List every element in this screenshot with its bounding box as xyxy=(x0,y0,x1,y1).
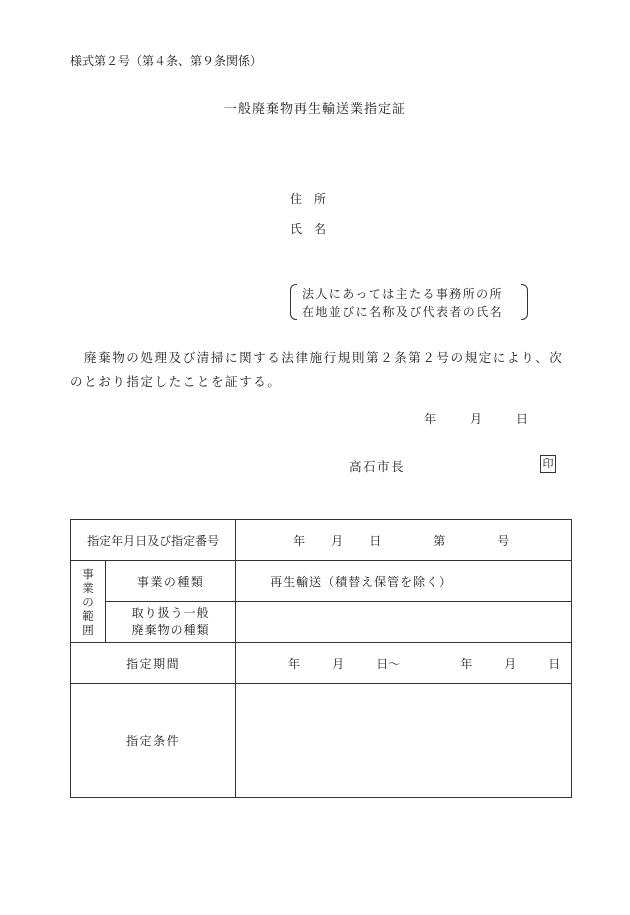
waste-type-value xyxy=(236,602,572,643)
scope-char: 事 xyxy=(82,566,94,581)
table-row xyxy=(71,561,572,602)
scope-char: 業 xyxy=(82,580,94,595)
corporation-note-line-1: 法人にあっては主たる事務所の所 xyxy=(302,287,503,301)
designation-year: 年 xyxy=(293,533,306,548)
certificate-table xyxy=(70,519,572,798)
address-label: 住 所 xyxy=(290,192,327,206)
designation-number-prefix: 第 xyxy=(433,533,446,548)
table-row xyxy=(71,684,572,798)
designation-period-label: 指定期間 xyxy=(71,643,236,684)
designation-conditions-value xyxy=(236,684,572,798)
designation-date-value xyxy=(236,520,572,561)
table-row xyxy=(71,643,572,684)
scope-char: 範 xyxy=(82,608,94,623)
waste-type-label-line-1: 取り扱う一般 xyxy=(131,606,210,620)
document-title: 一般廃棄物再生輸送業指定証 xyxy=(223,102,406,117)
business-type-label: 事業の種類 xyxy=(106,561,236,602)
waste-type-label xyxy=(106,602,236,643)
issue-date xyxy=(424,410,528,427)
period-to-year: 年 xyxy=(460,656,473,671)
issue-month: 月 xyxy=(470,412,483,426)
designation-period-value xyxy=(236,643,572,684)
name-label: 氏 名 xyxy=(290,222,327,236)
business-type-value: 再生輸送（積替え保管を除く） xyxy=(236,561,572,602)
designation-number-suffix: 号 xyxy=(497,533,510,548)
table-row xyxy=(71,602,572,643)
designation-date-label: 指定年月日及び指定番号 xyxy=(71,520,236,561)
issuer-title: 高石市長 xyxy=(349,459,406,474)
issue-day: 日 xyxy=(516,412,529,426)
period-to-day: 日 xyxy=(548,656,561,671)
waste-type-label-line-2: 廃棄物の種類 xyxy=(131,623,210,637)
issue-year: 年 xyxy=(424,412,437,426)
form-number: 様式第２号（第４条、第９条関係） xyxy=(70,54,263,68)
certification-statement-text: 廃棄物の処理及び清掃に関する法律施行規則第２条第２号の規定により、次のとおり指定したことを証する。 xyxy=(70,350,564,389)
period-from-month: 月 xyxy=(332,656,345,671)
scope-char: の xyxy=(82,594,94,609)
table-row xyxy=(71,520,572,561)
business-scope-label xyxy=(71,561,106,643)
designation-day: 日 xyxy=(369,533,382,548)
seal-mark: 印 xyxy=(540,455,556,473)
period-from-year: 年 xyxy=(288,656,301,671)
period-from-day: 日～ xyxy=(376,656,401,671)
left-bracket xyxy=(290,284,297,320)
right-bracket xyxy=(521,284,528,320)
designation-conditions-label: 指定条件 xyxy=(71,684,236,798)
corporation-note-line-2: 在地並びに名称及び代表者の氏名 xyxy=(302,305,504,319)
corporation-note xyxy=(296,283,522,319)
period-to-month: 月 xyxy=(504,656,517,671)
designation-month: 月 xyxy=(331,533,344,548)
certification-statement xyxy=(70,346,570,394)
scope-char: 囲 xyxy=(82,622,94,637)
